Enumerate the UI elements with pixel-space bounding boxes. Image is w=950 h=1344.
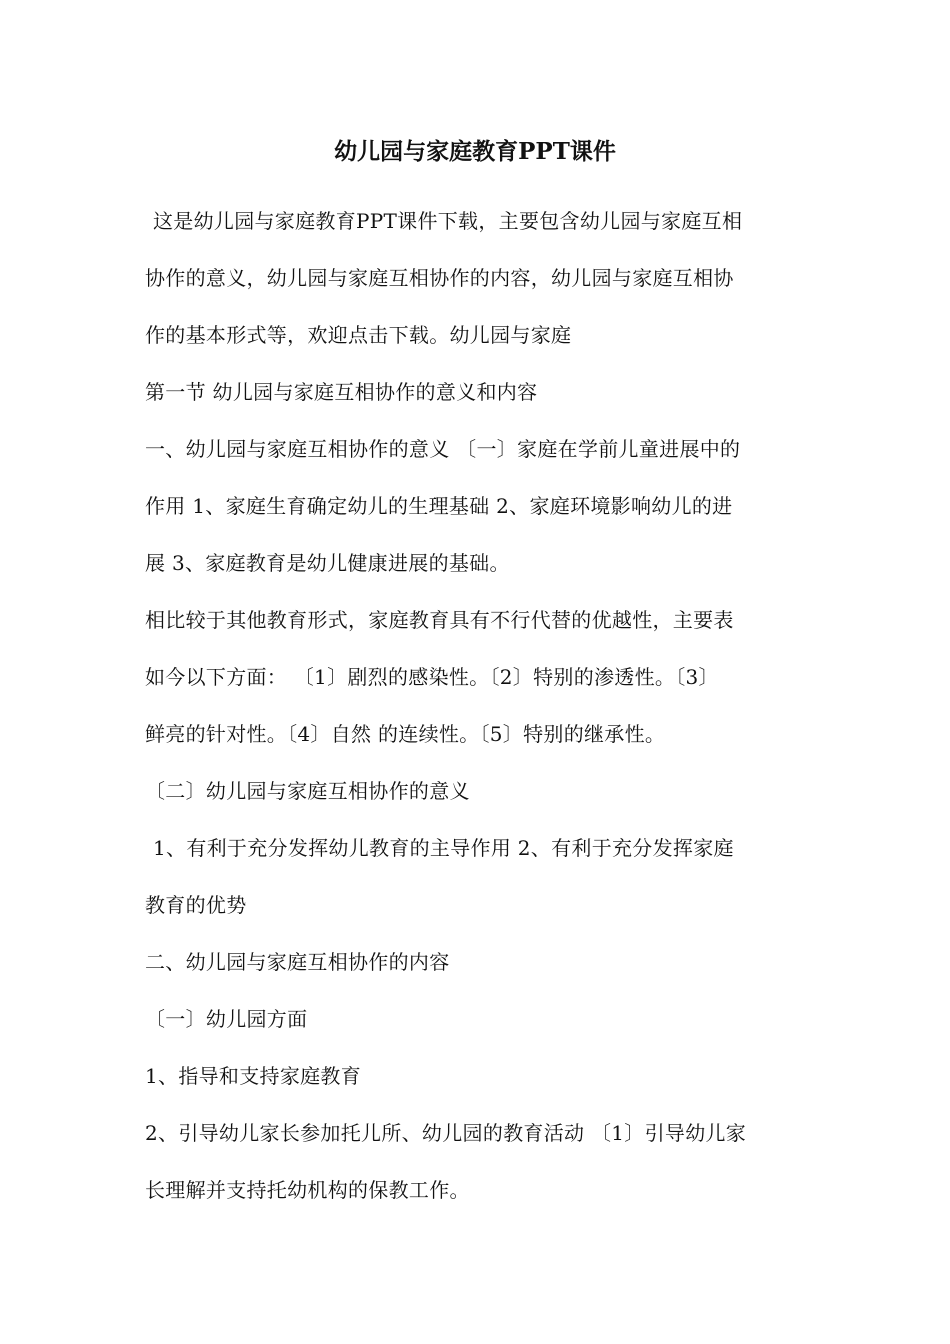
section-heading: 第一节 幼儿园与家庭互相协作的意义和内容 xyxy=(145,380,538,404)
paragraph-line: 展 3、家庭教育是幼儿健康进展的基础。 xyxy=(145,551,510,575)
paragraph-line: 一、幼儿园与家庭互相协作的意义 〔一〕家庭在学前儿童进展中的 xyxy=(145,437,741,461)
paragraph-line: 协作的意义，幼儿园与家庭互相协作的内容，幼儿园与家庭互相协 xyxy=(145,266,734,290)
paragraph-line: 作用 1、家庭生育确定幼儿的生理基础 2、家庭环境影响幼儿的进 xyxy=(145,494,733,518)
document-title: 幼儿园与家庭教育PPT课件 xyxy=(334,138,616,165)
section-heading: 二、幼儿园与家庭互相协作的内容 xyxy=(145,950,450,974)
paragraph-line: 相比较于其他教育形式，家庭教育具有不行代替的优越性，主要表 xyxy=(145,608,734,632)
paragraph-line: 1、有利于充分发挥幼儿教育的主导作用 2、有利于充分发挥家庭 xyxy=(153,836,734,860)
paragraph-line: 作的基本形式等，欢迎点击下载。幼儿园与家庭 xyxy=(145,323,572,347)
paragraph-line: 鲜亮的针对性。〔4〕自然 的连续性。〔5〕特别的继承性。 xyxy=(145,722,666,746)
list-item: 2、引导幼儿家长参加托儿所、幼儿园的教育活动 〔1〕引导幼儿家 xyxy=(145,1121,747,1145)
paragraph-line: 长理解并支持托幼机构的保教工作。 xyxy=(145,1178,470,1202)
subsection-heading: 〔一〕幼儿园方面 xyxy=(145,1007,308,1031)
paragraph-line: 这是幼儿园与家庭教育PPT课件下载，主要包含幼儿园与家庭互相 xyxy=(153,209,743,233)
paragraph-line: 教育的优势 xyxy=(145,893,247,917)
paragraph-line: 如今以下方面： 〔1〕剧烈的感染性。〔2〕特别的渗透性。〔3〕 xyxy=(145,665,719,689)
subsection-heading: 〔二〕幼儿园与家庭互相协作的意义 xyxy=(145,779,470,803)
list-item: 1、指导和支持家庭教育 xyxy=(145,1064,362,1088)
